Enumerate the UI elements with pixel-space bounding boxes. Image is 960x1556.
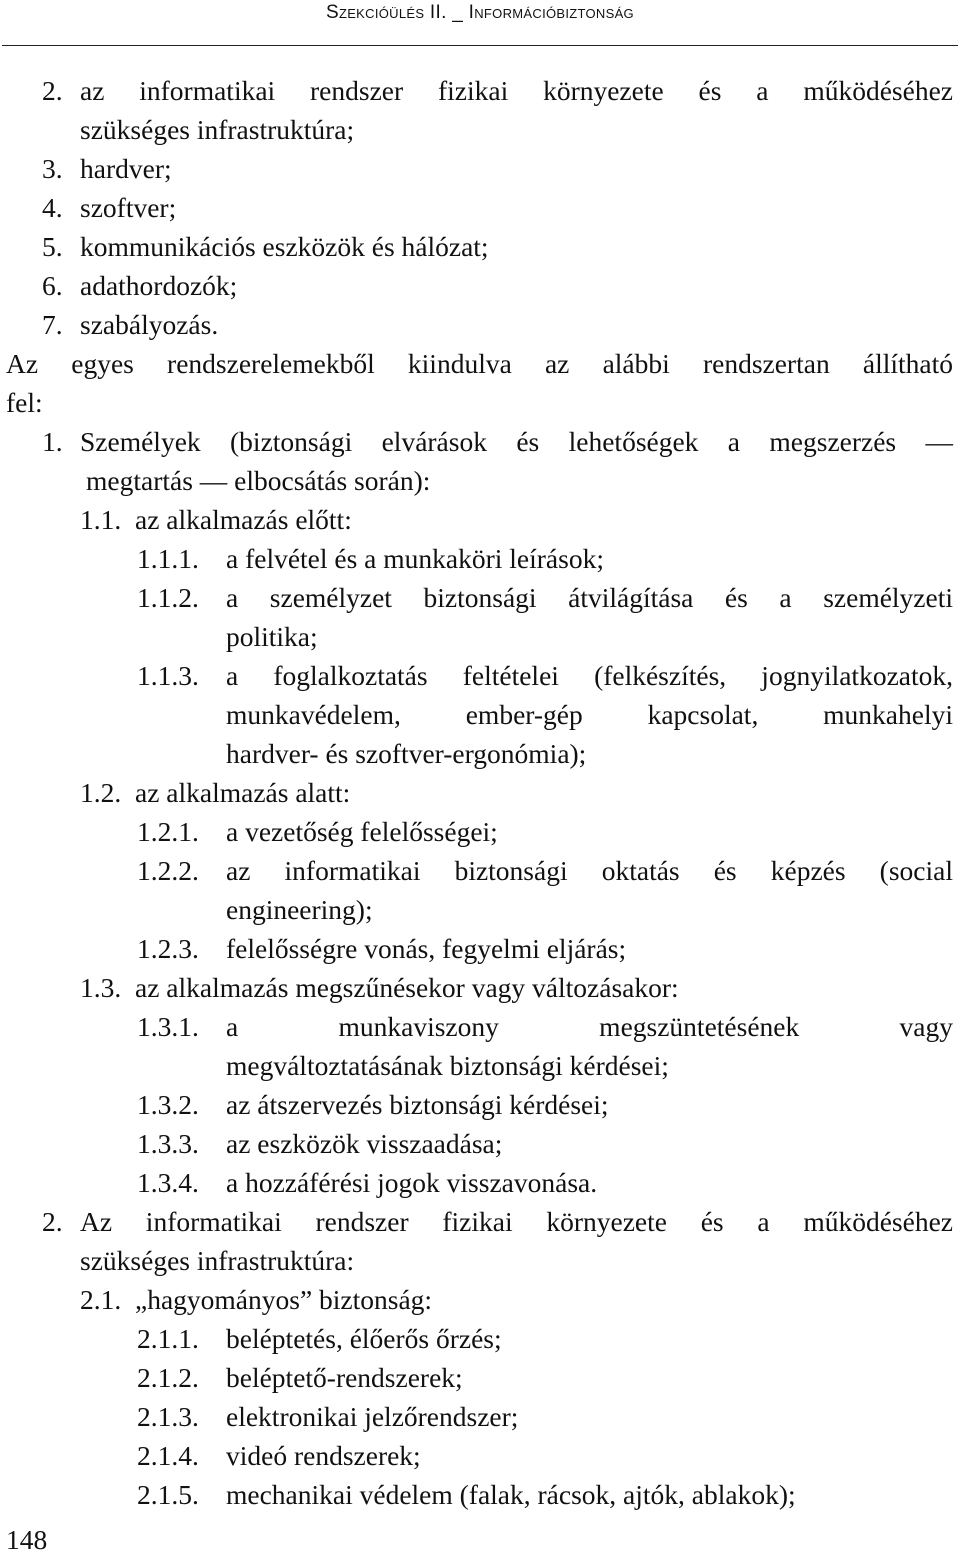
list-line xyxy=(0,1358,960,1397)
paragraph-line xyxy=(0,344,960,383)
list-line xyxy=(0,968,960,1007)
list-line xyxy=(0,578,960,617)
list-line xyxy=(0,1280,960,1319)
header-title: Szekcióülés II. _ Információbiztonság xyxy=(326,2,634,23)
item-text: megváltoztatásának biztonsági kérdései; xyxy=(226,1050,669,1081)
item-text: szükséges infrastruktúra: xyxy=(80,1245,355,1276)
item-text: a munkaviszony megszüntetésének vagy xyxy=(226,1011,953,1042)
list-line xyxy=(0,149,960,188)
paragraph-line xyxy=(0,383,960,422)
item-number: 4. xyxy=(42,192,63,223)
item-number: 1.2.2. xyxy=(137,855,199,886)
list-line xyxy=(0,500,960,539)
item-text: az alkalmazás előtt: xyxy=(135,504,352,535)
item-number: 1.3.4. xyxy=(137,1167,199,1198)
list-line xyxy=(0,1475,960,1514)
item-number: 1.2.3. xyxy=(137,933,199,964)
item-text: adathordozók; xyxy=(80,270,238,301)
item-number: 2.1. xyxy=(80,1284,122,1315)
item-text: szabályozás. xyxy=(80,309,219,340)
item-text: szükséges infrastruktúra; xyxy=(80,114,355,145)
item-text: beléptetés, élőerős őrzés; xyxy=(226,1323,502,1354)
list-line xyxy=(0,422,960,461)
item-text: az informatikai biztonsági oktatás és képzés (social xyxy=(226,855,953,886)
running-header xyxy=(0,2,960,24)
item-text: a foglalkoztatás feltételei (felkészítés, jognyilatkozatok, xyxy=(226,660,953,691)
item-number: 1. xyxy=(42,426,63,457)
item-number: 2.1.2. xyxy=(137,1362,199,1393)
list-line xyxy=(0,266,960,305)
item-number: 2. xyxy=(42,75,63,106)
list-line xyxy=(0,851,960,890)
list-line xyxy=(0,773,960,812)
item-number: 1.3.3. xyxy=(137,1128,199,1159)
item-text: az alkalmazás megszűnésekor vagy változásakor: xyxy=(135,972,679,1003)
item-text: a személyzet biztonsági átvilágítása és a személyzeti xyxy=(226,582,953,613)
page-number: 148 xyxy=(6,1524,48,1555)
item-number: 1.2. xyxy=(80,777,122,808)
list-line xyxy=(0,461,960,500)
item-number: 1.3.1. xyxy=(137,1011,199,1042)
list-line xyxy=(0,1241,960,1280)
item-number: 1.1.1. xyxy=(137,543,199,574)
list-line xyxy=(0,71,960,110)
item-text: kommunikációs eszközök és hálózat; xyxy=(80,231,489,262)
item-number: 2. xyxy=(42,1206,63,1237)
document-body xyxy=(0,71,960,1514)
item-text: felelősségre vonás, fegyelmi eljárás; xyxy=(226,933,627,964)
list-line xyxy=(0,1085,960,1124)
item-text: az alkalmazás alatt: xyxy=(135,777,351,808)
list-line xyxy=(0,734,960,773)
list-line xyxy=(0,1046,960,1085)
item-text: a felvétel és a munkaköri leírások; xyxy=(226,543,604,574)
list-line xyxy=(0,1397,960,1436)
item-text: videó rendszerek; xyxy=(226,1440,421,1471)
item-number: 1.2.1. xyxy=(137,816,199,847)
item-number: 2.1.5. xyxy=(137,1479,199,1510)
list-line xyxy=(0,929,960,968)
item-number: 1.3. xyxy=(80,972,122,1003)
item-text: hardver; xyxy=(80,153,172,184)
item-text: „hagyományos” biztonság: xyxy=(135,1284,433,1315)
list-line xyxy=(0,1124,960,1163)
item-text: az átszervezés biztonsági kérdései; xyxy=(226,1089,609,1120)
item-text: beléptető-rendszerek; xyxy=(226,1362,463,1393)
list-line xyxy=(0,305,960,344)
list-line xyxy=(0,656,960,695)
item-number: 1.3.2. xyxy=(137,1089,199,1120)
item-number: 1.1. xyxy=(80,504,122,535)
list-line xyxy=(0,617,960,656)
item-text: szoftver; xyxy=(80,192,177,223)
item-text: a vezetőség felelősségei; xyxy=(226,816,498,847)
list-line xyxy=(0,110,960,149)
item-number: 7. xyxy=(42,309,63,340)
item-number: 2.1.4. xyxy=(137,1440,199,1471)
list-line xyxy=(0,188,960,227)
item-number: 5. xyxy=(42,231,63,262)
item-number: 1.1.3. xyxy=(137,660,199,691)
item-number: 2.1.1. xyxy=(137,1323,199,1354)
item-text: politika; xyxy=(226,621,318,652)
list-line xyxy=(0,1202,960,1241)
list-line xyxy=(0,890,960,929)
item-text: engineering); xyxy=(226,894,373,925)
item-text: Személyek (biztonsági elvárások és lehetőségek a megszerzés — xyxy=(80,426,953,457)
item-text: a hozzáférési jogok visszavonása. xyxy=(226,1167,598,1198)
item-text: az informatikai rendszer fizikai környezete és a működéséhez xyxy=(80,75,953,106)
list-line xyxy=(0,695,960,734)
list-line xyxy=(0,539,960,578)
item-number: 6. xyxy=(42,270,63,301)
item-number: 1.1.2. xyxy=(137,582,199,613)
list-line xyxy=(0,812,960,851)
list-line xyxy=(0,227,960,266)
paragraph-text: fel: xyxy=(6,387,43,418)
item-text: az eszközök visszaadása; xyxy=(226,1128,503,1159)
list-line xyxy=(0,1163,960,1202)
item-text: elektronikai jelzőrendszer; xyxy=(226,1401,519,1432)
item-text: Az informatikai rendszer fizikai környezete és a működéséhez xyxy=(80,1206,953,1237)
list-line xyxy=(0,1007,960,1046)
list-line xyxy=(0,1436,960,1475)
item-number: 2.1.3. xyxy=(137,1401,199,1432)
header-divider xyxy=(2,45,958,46)
item-text: megtartás — elbocsátás során): xyxy=(86,465,431,496)
paragraph-text: Az egyes rendszerelemekből kiindulva az alábbi rendszertan állítható xyxy=(6,348,953,379)
item-number: 3. xyxy=(42,153,63,184)
item-text: mechanikai védelem (falak, rácsok, ajtók, ablakok); xyxy=(226,1479,796,1510)
item-text: hardver- és szoftver-ergonómia); xyxy=(226,738,587,769)
list-line xyxy=(0,1319,960,1358)
item-text: munkavédelem, ember-gép kapcsolat, munkahelyi xyxy=(226,699,953,730)
